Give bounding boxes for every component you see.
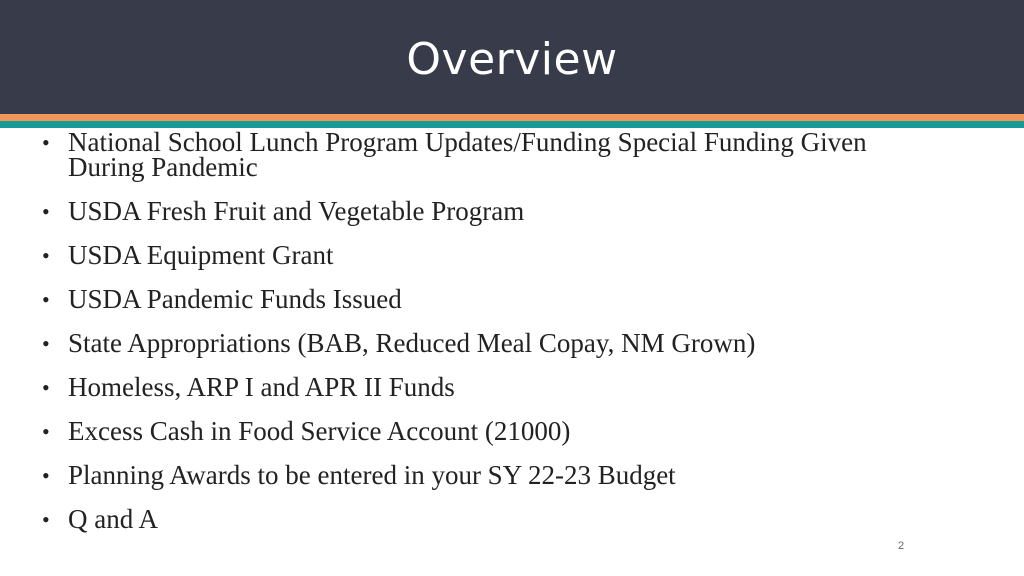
bullet-text: Homeless, ARP I and APR II Funds bbox=[68, 372, 455, 402]
bullet-list bbox=[42, 127, 942, 549]
bullet-text: State Appropriations (BAB, Reduced Meal Copay, NM Grown) bbox=[68, 328, 756, 358]
bullet-dot-icon: • bbox=[42, 287, 50, 312]
bullet-dot-icon: • bbox=[42, 419, 50, 444]
bullet-text: USDA Equipment Grant bbox=[68, 240, 334, 270]
bullet-item bbox=[42, 127, 942, 182]
bullet-text: Planning Awards to be entered in your SY 22-23 Budget bbox=[68, 460, 676, 490]
bullet-dot-icon: • bbox=[42, 243, 50, 268]
bullet-item bbox=[42, 329, 942, 358]
slide-title: Overview bbox=[406, 34, 618, 85]
bullet-item bbox=[42, 373, 942, 402]
bullet-dot-icon: • bbox=[42, 199, 50, 224]
bullet-text: National School Lunch Program Updates/Funding Special Funding Given During Pandemic bbox=[68, 127, 867, 182]
bullet-text: USDA Pandemic Funds Issued bbox=[68, 284, 402, 314]
bullet-text: Q and A bbox=[68, 504, 158, 534]
bullet-dot-icon: • bbox=[42, 507, 50, 532]
slide-number: 2 bbox=[898, 540, 905, 552]
bullet-item bbox=[42, 505, 942, 534]
bullet-dot-icon: • bbox=[42, 130, 50, 155]
bullet-dot-icon: • bbox=[42, 375, 50, 400]
bullet-item bbox=[42, 417, 942, 446]
bullet-text: USDA Fresh Fruit and Vegetable Program bbox=[68, 196, 525, 226]
bullet-item bbox=[42, 241, 942, 270]
bullet-item bbox=[42, 197, 942, 226]
bullet-dot-icon: • bbox=[42, 331, 50, 356]
bullet-item bbox=[42, 461, 942, 490]
bullet-item bbox=[42, 285, 942, 314]
accent-stripe-orange bbox=[0, 114, 1024, 121]
bullet-dot-icon: • bbox=[42, 463, 50, 488]
bullet-text: Excess Cash in Food Service Account (21000) bbox=[68, 416, 571, 446]
